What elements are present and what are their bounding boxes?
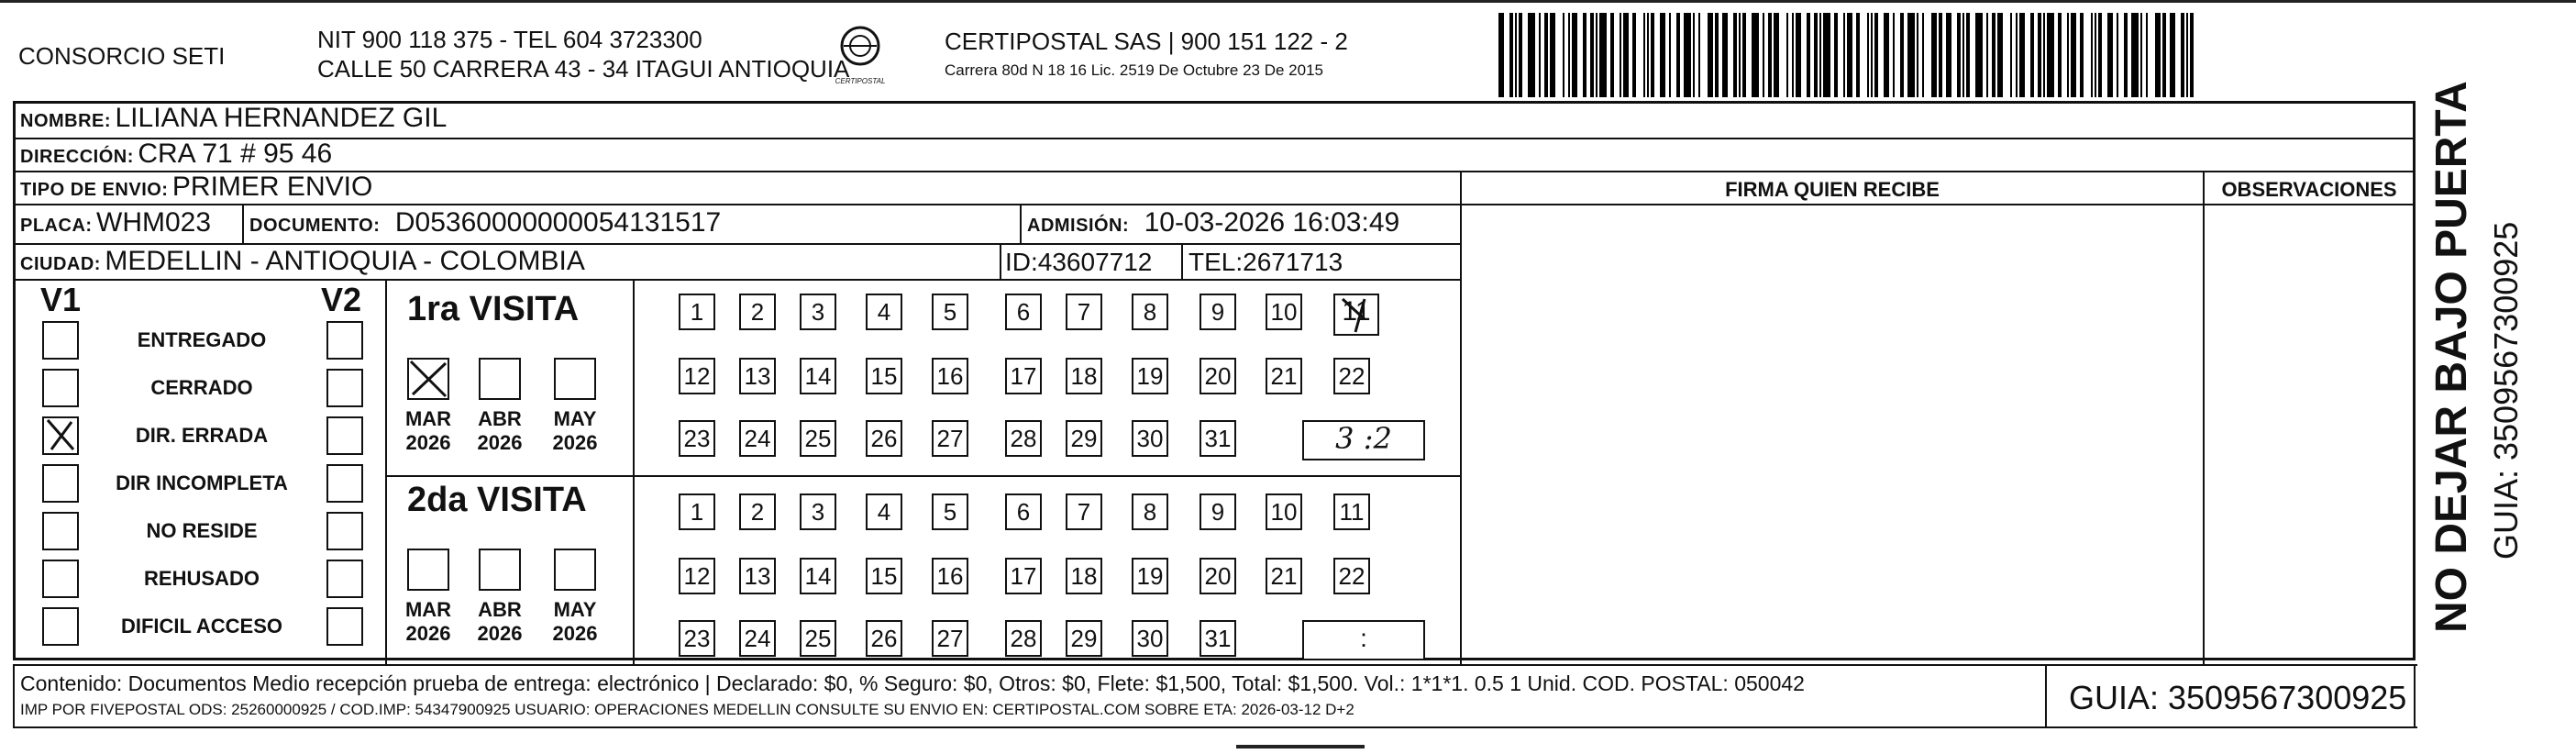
barcode-bar [2146, 13, 2148, 97]
barcode-bar [1975, 13, 1983, 97]
direccion-label: DIRECCIÓN: [20, 147, 134, 167]
barcode-bar [1742, 13, 1746, 97]
day-box[interactable]: 22 [1333, 358, 1370, 394]
barcode-bar [2181, 13, 2184, 97]
v2-checkbox[interactable] [326, 464, 363, 503]
barcode-bar [1823, 13, 1830, 97]
barcode-bar [2010, 13, 2012, 97]
v1-checkbox[interactable] [42, 560, 79, 598]
status-label: DIFICIL ACCESO [120, 615, 282, 638]
barcode-bar [1939, 13, 1942, 97]
day-box[interactable]: 23 [679, 620, 715, 657]
month-label: ABR [478, 407, 522, 430]
day-box[interactable]: 26 [866, 620, 902, 657]
barcode-bar [1792, 13, 1794, 97]
barcode-bar [2047, 13, 2054, 97]
barcode-bar [1997, 13, 2003, 97]
company-name: CONSORCIO SETI [18, 42, 226, 70]
barcode-bar [1739, 13, 1741, 97]
nombre-label: NOMBRE: [20, 111, 112, 131]
tipo-value: PRIMER ENVIO [171, 172, 373, 202]
barcode-bar [2170, 13, 2175, 97]
day-box[interactable]: 6 [1005, 294, 1042, 330]
nit-line: NIT 900 118 375 - TEL 604 3723300 [317, 26, 702, 53]
footer-line-2: IMP POR FIVEPOSTAL ODS: 25260000925 / COD.IMP: 54347900925 USUARIO: OPERACIONES MEDELLIN CONSULTE SU ENVIO EN: CERTIPOSTAL.COM SOBRE ETA: 2026-03-12 D+2 [20, 701, 1354, 718]
year-label: 2026 [405, 431, 451, 454]
barcode-bar [1957, 13, 1961, 97]
month-checkbox[interactable] [479, 549, 521, 591]
day-box[interactable]: 2 [739, 493, 776, 530]
day-box[interactable]: 16 [932, 558, 968, 594]
admision-label: ADMISIÓN: [1027, 216, 1130, 236]
barcode-bar [1647, 13, 1649, 97]
year-label: 2026 [552, 622, 598, 645]
day-box[interactable]: 28 [1005, 420, 1042, 457]
logo-text: CERTIPOSTAL [835, 77, 886, 85]
barcode-bar [2190, 13, 2194, 97]
day-box[interactable]: 30 [1132, 620, 1168, 657]
day-box[interactable]: 5 [932, 294, 968, 330]
barcode-bar [1519, 13, 1522, 97]
day-box[interactable]: 19 [1132, 558, 1168, 594]
barcode-bar [1498, 13, 1504, 97]
day-box[interactable]: 25 [800, 420, 836, 457]
barcode-bar [1596, 13, 1598, 97]
day-box[interactable]: 9 [1200, 493, 1236, 530]
barcode-bar [2155, 13, 2161, 97]
day-box[interactable]: 17 [1005, 358, 1042, 394]
address-line: CALLE 50 CARRERA 43 - 34 ITAGUI ANTIOQUIA [317, 55, 850, 83]
barcode-bar [2091, 13, 2093, 97]
month-label: MAR [404, 407, 452, 430]
v2-checkbox[interactable] [326, 416, 363, 455]
day-box[interactable]: 20 [1200, 558, 1236, 594]
month-label: MAR [404, 598, 452, 621]
day-box[interactable]: 19 [1132, 358, 1168, 394]
day-box[interactable]: 12 [679, 558, 715, 594]
barcode-bar [1715, 13, 1719, 97]
day-box[interactable]: 15 [866, 558, 902, 594]
observaciones-header: OBSERVACIONES [2221, 178, 2397, 201]
barcode-bar [1550, 13, 1555, 97]
month-checkbox[interactable] [407, 358, 449, 400]
barcode-bar [1834, 13, 1838, 97]
id-label: ID: [1005, 248, 1038, 276]
barcode-bar [1733, 13, 1737, 97]
placa-cell [20, 207, 211, 238]
barcode-bar [1693, 13, 1695, 97]
barcode-bar [1509, 13, 1513, 97]
day-box[interactable]: 3 [800, 493, 836, 530]
day-box[interactable]: 26 [866, 420, 902, 457]
barcode-bar [1722, 13, 1728, 97]
tel-value: 2671713 [1243, 248, 1343, 276]
id-value: 43607712 [1037, 248, 1153, 276]
day-box[interactable]: 18 [1066, 558, 1102, 594]
day-box[interactable]: 27 [932, 620, 968, 657]
barcode-bar [1907, 13, 1915, 97]
barcode-bar [1874, 13, 1878, 97]
day-box[interactable]: 16 [932, 358, 968, 394]
v1-checkbox[interactable] [42, 607, 79, 646]
footer-line-1: Contenido: Documentos Medio recepción prueba de entrega: electrónico | Declarado: $0, % Seguro: $0, Otros: $0, Flete: $1,500, Total: $1,500. Vol.: 1*1*1. 0.5 1 Unid. COD. POSTAL: 050042 [20, 671, 1805, 695]
barcode-bar [2038, 13, 2041, 97]
barcode-bar [1986, 13, 1988, 97]
day-box[interactable]: 30 [1132, 420, 1168, 457]
barcode-bar [2140, 13, 2142, 97]
direccion-value: CRA 71 # 95 46 [138, 139, 333, 169]
day-box[interactable]: 4 [866, 493, 902, 530]
day-box[interactable]: 10 [1266, 294, 1302, 330]
barcode-bar [1752, 13, 1759, 97]
day-box[interactable]: 11 [1333, 294, 1379, 336]
day-box[interactable]: 29 [1066, 420, 1102, 457]
year-label: 2026 [405, 622, 451, 645]
status-label: ENTREGADO [137, 328, 267, 351]
status-label: REHUSADO [144, 567, 260, 590]
signature-area[interactable] [1462, 205, 2203, 662]
ciudad-label: CIUDAD: [20, 254, 101, 274]
day-box[interactable]: 13 [739, 558, 776, 594]
observations-area[interactable] [2205, 205, 2414, 662]
barcode-bar [1796, 13, 1801, 97]
barcode-bar [1698, 13, 1700, 97]
tel-cell [1188, 248, 1343, 277]
status-label: CERRADO [150, 376, 253, 399]
barcode-bar [1966, 13, 1970, 97]
placa-value: WHM023 [96, 207, 212, 238]
documento-cell [249, 207, 721, 238]
v1-checkbox[interactable] [42, 321, 79, 360]
nombre-value: LILIANA HERNANDEZ GIL [115, 103, 448, 133]
month-label: MAY [553, 598, 597, 621]
barcode-bar [1871, 13, 1873, 97]
barcode-bar [1590, 13, 1594, 97]
barcode-bar [1708, 13, 1713, 97]
second-visit-title: 2da VISITA [407, 481, 587, 519]
day-box[interactable]: 21 [1266, 558, 1302, 594]
barcode [1498, 13, 2201, 97]
barcode-bar [1651, 13, 1654, 97]
id-cell [1005, 248, 1152, 277]
month-checkbox[interactable] [407, 549, 449, 591]
v2-checkbox[interactable] [326, 321, 363, 360]
v2-header: V2 [321, 281, 362, 318]
barcode-bar [2019, 13, 2025, 97]
barcode-bar [1893, 13, 1895, 97]
v1-checkbox[interactable] [42, 464, 79, 503]
v2-checkbox[interactable] [326, 512, 363, 550]
admision-value: 10-03-2026 16:03:49 [1144, 207, 1400, 238]
day-box[interactable]: 4 [866, 294, 902, 330]
barcode-bar [1847, 13, 1852, 97]
barcode-bar [2067, 13, 2069, 97]
barcode-bar [1856, 13, 1860, 97]
barcode-bar [2030, 13, 2034, 97]
barcode-bar [1922, 13, 1924, 97]
status-label: DIR INCOMPLETA [116, 471, 288, 494]
top-rule [0, 0, 2576, 3]
day-box[interactable]: 31 [1200, 620, 1236, 657]
time-box[interactable]: 3 :2 [1302, 420, 1425, 460]
month-checkbox[interactable] [554, 358, 596, 400]
barcode-bar [1946, 13, 1951, 97]
month-label: MAY [553, 407, 597, 430]
barcode-bar [1917, 13, 1918, 97]
day-box[interactable]: 6 [1005, 493, 1042, 530]
barcode-bar [1528, 13, 1535, 97]
v2-checkbox[interactable] [326, 607, 363, 646]
day-box[interactable]: 9 [1200, 294, 1236, 330]
status-label: NO RESIDE [146, 519, 258, 542]
day-box[interactable]: 11 [1333, 493, 1370, 530]
barcode-bar [2071, 13, 2076, 97]
day-box[interactable]: 31 [1200, 420, 1236, 457]
ciudad-cell [20, 246, 585, 277]
barcode-bar [1814, 13, 1818, 97]
barcode-bar [1539, 13, 1541, 97]
day-box[interactable]: 14 [800, 358, 836, 394]
barcode-bar [2186, 13, 2188, 97]
day-box[interactable]: 18 [1066, 358, 1102, 394]
day-box[interactable]: 20 [1200, 358, 1236, 394]
day-box[interactable]: 22 [1333, 558, 1370, 594]
barcode-bar [1884, 13, 1889, 97]
certipostal-logo [831, 20, 890, 94]
barcode-bar [1583, 13, 1587, 97]
barcode-bar [2043, 13, 2045, 97]
day-box[interactable]: 25 [800, 620, 836, 657]
status-label: DIR. ERRADA [135, 424, 269, 447]
barcode-bar [1774, 13, 1779, 97]
barcode-bar [2098, 13, 2102, 97]
barcode-bar [1962, 13, 1964, 97]
barcode-bar [1843, 13, 1845, 97]
day-box[interactable]: 14 [800, 558, 836, 594]
certipostal-line: CERTIPOSTAL SAS | 900 151 122 - 2 [945, 28, 1348, 55]
direccion-row [20, 139, 332, 170]
barcode-bar [1620, 13, 1621, 97]
v1-checkbox[interactable] [42, 416, 79, 455]
barcode-bar [2016, 13, 2018, 97]
barcode-bar [1623, 13, 1629, 97]
guia-vertical: GUIA: 3509567300925 [2487, 221, 2525, 560]
barcode-bar [1669, 13, 1671, 97]
year-label: 2026 [477, 431, 523, 454]
month-checkbox[interactable] [479, 358, 521, 400]
tel-label: TEL: [1188, 248, 1244, 276]
year-label: 2026 [552, 431, 598, 454]
barcode-bar [2162, 13, 2166, 97]
day-box[interactable]: 17 [1005, 558, 1042, 594]
day-box[interactable]: 5 [932, 493, 968, 530]
day-box[interactable]: 12 [679, 358, 715, 394]
barcode-bar [1599, 13, 1607, 97]
barcode-bar [2131, 13, 2139, 97]
barcode-bar [1807, 13, 1810, 97]
day-box[interactable]: 23 [679, 420, 715, 457]
day-box[interactable]: 15 [866, 358, 902, 394]
day-box[interactable]: 28 [1005, 620, 1042, 657]
barcode-bar [2107, 13, 2113, 97]
v1-header: V1 [40, 281, 82, 318]
v1-checkbox[interactable] [42, 369, 79, 407]
barcode-bar [2124, 13, 2128, 97]
first-visit-title: 1ra VISITA [407, 290, 580, 328]
day-box[interactable]: 24 [739, 420, 776, 457]
barcode-bar [1786, 13, 1788, 97]
nombre-row [20, 103, 447, 134]
day-box[interactable]: 13 [739, 358, 776, 394]
day-box[interactable]: 8 [1132, 493, 1168, 530]
v1-checkbox[interactable] [42, 512, 79, 550]
time-box[interactable]: : [1302, 620, 1425, 660]
day-box[interactable]: 29 [1066, 620, 1102, 657]
barcode-bar [1610, 13, 1614, 97]
barcode-bar [1931, 13, 1937, 97]
barcode-bar [1763, 13, 1764, 97]
v2-checkbox[interactable] [326, 369, 363, 407]
day-box[interactable]: 1 [679, 493, 715, 530]
day-box[interactable]: 7 [1066, 493, 1102, 530]
barcode-bar [1568, 13, 1570, 97]
barcode-bar [2058, 13, 2062, 97]
barcode-bar [1544, 13, 1548, 97]
day-box[interactable]: 1 [679, 294, 715, 330]
day-box[interactable]: 2 [739, 294, 776, 330]
documento-label: DOCUMENTO: [249, 216, 381, 236]
month-label: ABR [478, 598, 522, 621]
day-box[interactable]: 10 [1266, 493, 1302, 530]
month-checkbox[interactable] [554, 549, 596, 591]
barcode-bar [1676, 13, 1680, 97]
no-dejar-notice: NO DEJAR BAJO PUERTA [2427, 81, 2476, 633]
barcode-bar [1643, 13, 1645, 97]
day-box[interactable]: 3 [800, 294, 836, 330]
barcode-bar [1572, 13, 1577, 97]
tipo-label: TIPO DE ENVIO: [20, 180, 169, 200]
ciudad-value: MEDELLIN - ANTIOQUIA - COLOMBIA [105, 246, 585, 276]
firma-header: FIRMA QUIEN RECIBE [1725, 178, 1940, 201]
barcode-bar [1992, 13, 1996, 97]
day-box[interactable]: 8 [1132, 294, 1168, 330]
day-box[interactable]: 7 [1066, 294, 1102, 330]
license-line: Carrera 80d N 18 16 Lic. 2519 De Octubre 23 De 2015 [945, 61, 1323, 79]
barcode-bar [1515, 13, 1517, 97]
barcode-bar [1819, 13, 1821, 97]
day-box[interactable]: 27 [932, 420, 968, 457]
placa-label: PLACA: [20, 216, 93, 236]
barcode-bar [1900, 13, 1904, 97]
barcode-bar [2117, 13, 2118, 97]
barcode-bar [1632, 13, 1636, 97]
barcode-bar [1563, 13, 1564, 97]
tipo-row [20, 172, 372, 203]
barcode-bar [2095, 13, 2096, 97]
day-box[interactable]: 21 [1266, 358, 1302, 394]
admision-cell [1027, 207, 1399, 238]
barcode-bar [1867, 13, 1869, 97]
year-label: 2026 [477, 622, 523, 645]
barcode-bar [2080, 13, 2084, 97]
v2-checkbox[interactable] [326, 560, 363, 598]
day-box[interactable]: 24 [739, 620, 776, 657]
barcode-bar [1684, 13, 1691, 97]
documento-value: D05360000000054131517 [394, 207, 722, 238]
footer-guia: GUIA: 3509567300925 [2069, 679, 2407, 716]
barcode-bar [1768, 13, 1772, 97]
scan-mark [1236, 745, 1365, 748]
barcode-bar [1660, 13, 1665, 97]
